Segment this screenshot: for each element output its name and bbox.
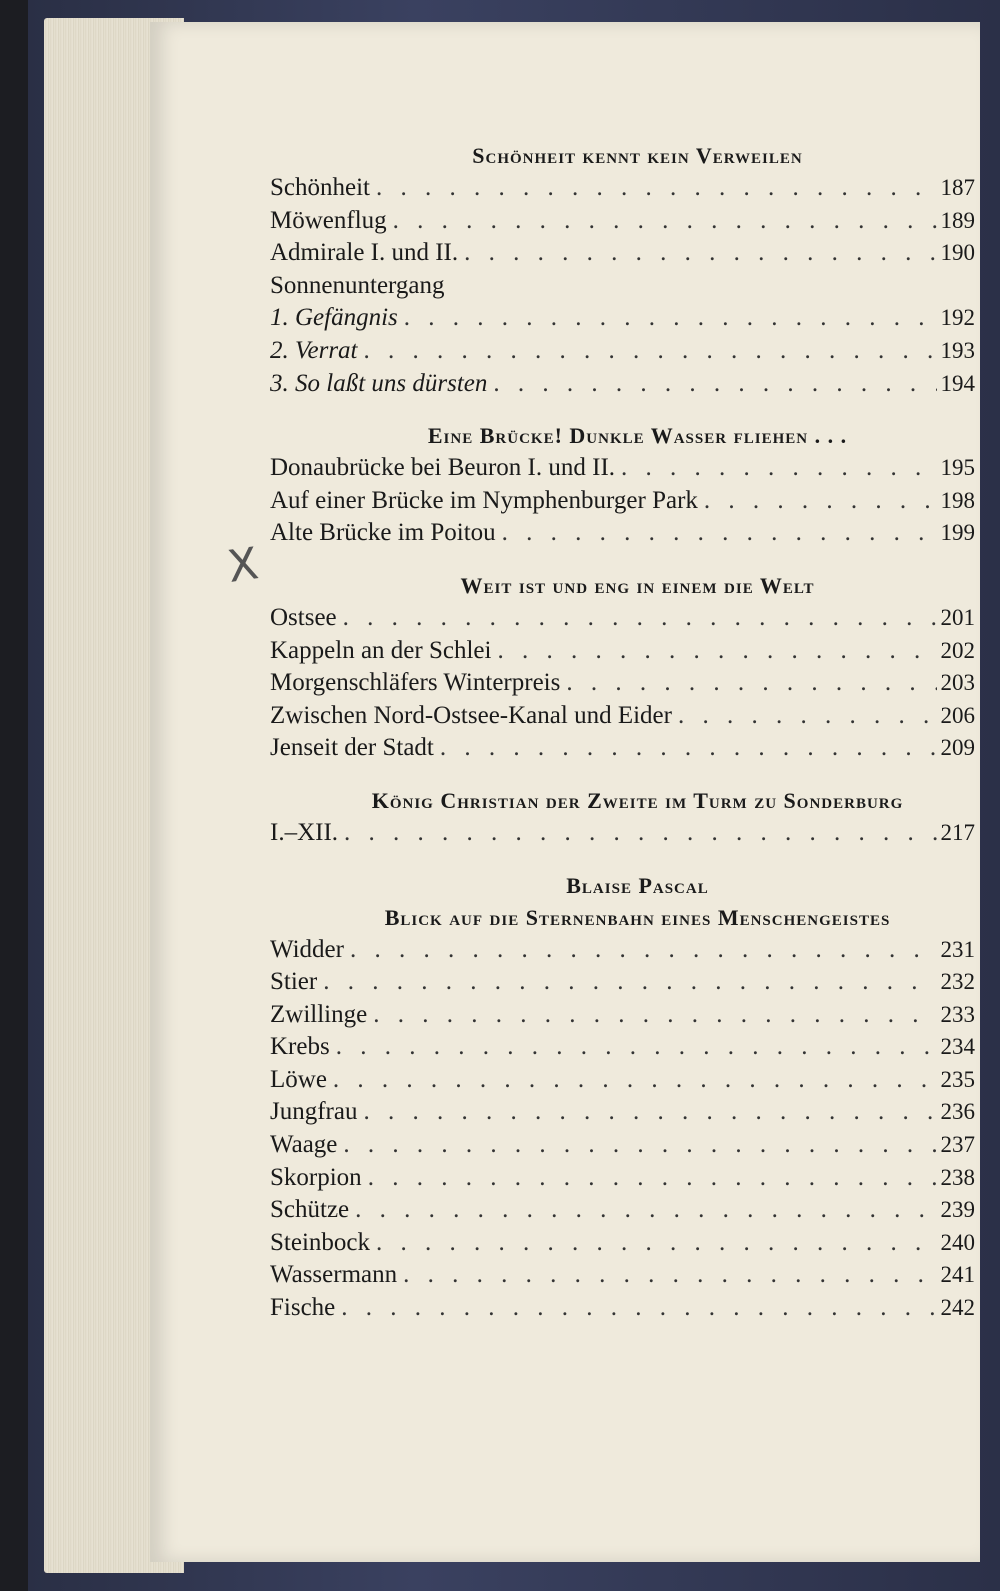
entry-page: 189 xyxy=(940,207,975,233)
toc-entry xyxy=(270,732,975,765)
entry-title: Waage xyxy=(270,1131,338,1159)
toc-entry xyxy=(270,966,975,999)
entry-page: 232 xyxy=(940,969,975,995)
entry-page: 236 xyxy=(940,1099,975,1125)
toc-section xyxy=(270,870,975,1325)
entry-page: 195 xyxy=(940,455,975,481)
toc-entry xyxy=(270,517,975,550)
entry-page: 235 xyxy=(940,1066,975,1092)
entry-title: I.–XII. xyxy=(270,818,339,846)
entry-title: Schönheit xyxy=(270,174,370,201)
section-title: König Christian der Zweite im Turm zu Sonderburg xyxy=(371,787,904,813)
toc-section xyxy=(270,570,975,765)
entry-title: Skorpion xyxy=(270,1163,362,1191)
entry-page: 190 xyxy=(940,240,975,266)
toc-entry xyxy=(270,635,975,668)
toc-entry xyxy=(270,485,975,518)
entry-title: 3. So laßt uns dürsten xyxy=(270,369,488,397)
entry-page: 231 xyxy=(940,936,975,962)
entry-page: 203 xyxy=(940,670,975,696)
entry-page: 187 xyxy=(940,175,975,200)
table-of-contents xyxy=(270,140,975,1325)
entry-page: 193 xyxy=(940,337,975,363)
toc-entry xyxy=(270,1227,975,1260)
section-title: Weit ist und eng in einem die Welt xyxy=(460,572,815,598)
toc-entry xyxy=(270,999,975,1032)
entry-title: Sonnenuntergang xyxy=(270,271,445,299)
entry-title: Ostsee xyxy=(270,603,337,631)
toc-entry xyxy=(270,1162,975,1195)
entry-page: 234 xyxy=(940,1034,975,1060)
entry-title: Möwenflug xyxy=(270,206,387,234)
entry-page: 192 xyxy=(940,305,975,331)
entry-title: Zwischen Nord-Ostsee-Kanal und Eider xyxy=(270,701,672,729)
entry-title: Admirale I. und II. xyxy=(270,239,459,267)
toc-entry xyxy=(270,205,975,238)
section-title: Blaise Pascal xyxy=(566,872,709,898)
entry-page: 202 xyxy=(940,637,975,663)
entry-title: Jungfrau xyxy=(270,1098,358,1126)
entry-title: Widder xyxy=(270,935,344,963)
toc-entry xyxy=(270,1259,975,1292)
entry-title: Alte Brücke im Poitou xyxy=(270,519,496,547)
toc-entry xyxy=(270,368,975,401)
entry-title: Stier xyxy=(270,968,318,996)
toc-entry xyxy=(270,1031,975,1064)
entry-page: 206 xyxy=(940,702,975,728)
entry-title: Löwe xyxy=(270,1065,327,1093)
entry-page: 194 xyxy=(940,370,975,396)
toc-section xyxy=(270,140,975,400)
entry-page: 217 xyxy=(940,819,975,845)
entry-title: Schütze xyxy=(270,1196,350,1224)
entry-page: 201 xyxy=(940,604,975,630)
entry-title: Donaubrücke bei Beuron I. und II. xyxy=(270,454,616,482)
section-subtitle: Blick auf die Sternenbahn eines Menschengeistes xyxy=(384,904,891,930)
entry-page: 238 xyxy=(940,1164,975,1190)
entry-title: Auf einer Brücke im Nymphenburger Park xyxy=(270,486,698,514)
entry-title: Zwillinge xyxy=(270,1000,368,1028)
toc-entry xyxy=(270,1194,975,1227)
toc-entry xyxy=(270,602,975,635)
toc-section xyxy=(270,785,975,850)
toc-section xyxy=(270,420,975,550)
toc-entry xyxy=(270,1292,975,1325)
toc-entry xyxy=(270,667,975,700)
entry-title: Steinbock xyxy=(270,1228,370,1256)
entry-page: 240 xyxy=(940,1229,975,1255)
entry-title: Jenseit der Stadt xyxy=(270,734,434,762)
entry-page: 237 xyxy=(940,1132,975,1158)
toc-entry xyxy=(270,934,975,967)
toc-entry xyxy=(270,700,975,733)
entry-title: Fische xyxy=(270,1294,336,1322)
entry-page: 198 xyxy=(940,487,975,513)
entry-title: Krebs xyxy=(270,1033,330,1061)
toc-entry xyxy=(270,302,975,335)
toc-entry xyxy=(270,1064,975,1097)
pencil-x-mark: X xyxy=(224,538,262,593)
toc-entry xyxy=(270,817,975,850)
entry-page: 239 xyxy=(940,1197,975,1223)
toc-entry xyxy=(270,237,975,270)
entry-title: 2. Verrat xyxy=(270,336,358,364)
toc-entry xyxy=(270,335,975,368)
toc-entry xyxy=(270,1096,975,1129)
entry-page: 241 xyxy=(940,1262,975,1288)
entry-title: 1. Gefängnis xyxy=(270,304,398,332)
entry-title: Morgenschläfers Winterpreis xyxy=(270,669,561,697)
entry-title: Kappeln an der Schlei xyxy=(270,636,492,664)
toc-entry xyxy=(270,452,975,485)
entry-page: 242 xyxy=(940,1295,975,1321)
entry-title: Wassermann xyxy=(270,1261,398,1289)
section-title: Schönheit kennt kein Verweilen xyxy=(472,143,803,168)
toc-entry xyxy=(270,270,975,303)
toc-entry xyxy=(270,172,975,205)
entry-page: 199 xyxy=(940,520,975,546)
section-title: Eine Brücke! Dunkle Wasser fliehen . . . xyxy=(427,423,848,449)
entry-page: 209 xyxy=(940,735,975,761)
toc-entry xyxy=(270,1129,975,1162)
entry-page: 233 xyxy=(940,1001,975,1027)
